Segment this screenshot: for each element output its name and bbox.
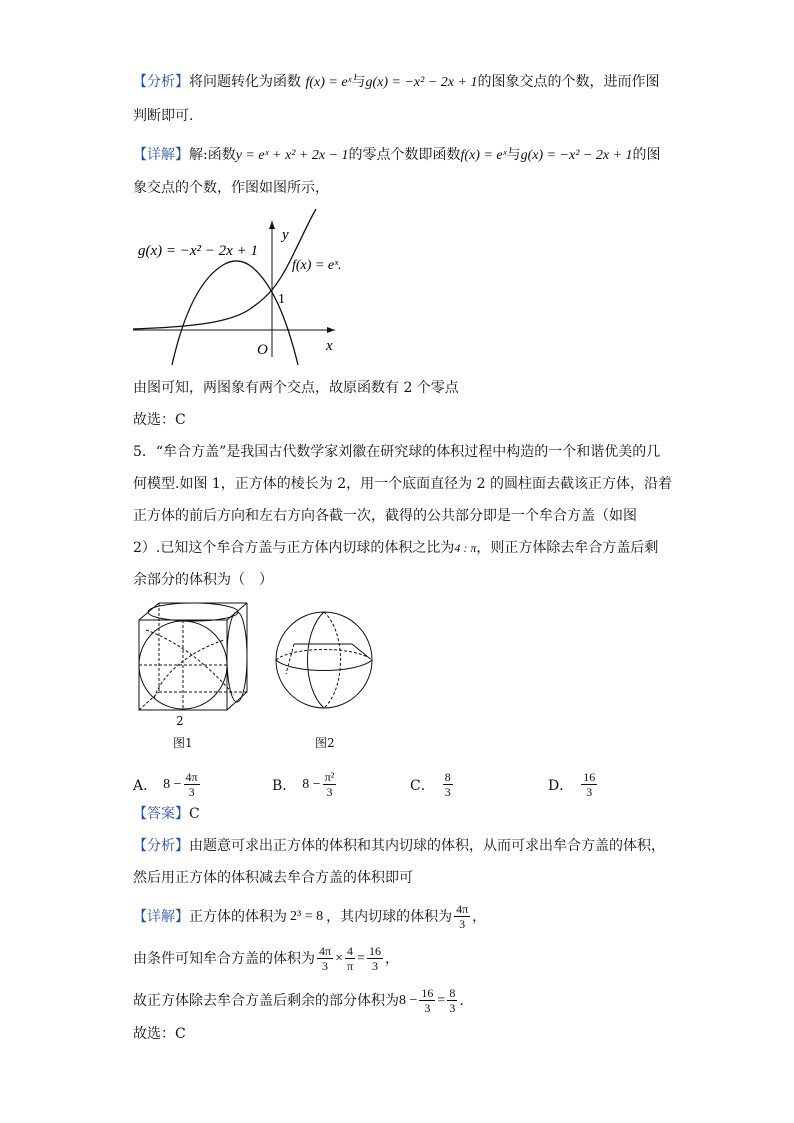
option-b[interactable]	[272, 770, 338, 799]
fraction-b	[345, 944, 355, 973]
option-fraction	[323, 770, 337, 799]
detail2-line-3	[133, 986, 464, 1015]
x-axis-arrow	[327, 327, 335, 333]
times-sign: ×	[335, 950, 343, 966]
numerator: π²	[324, 770, 335, 784]
detail-text: 解:函数	[189, 147, 236, 163]
analysis2-line-2: 然后用正方体的体积减去牟合方盖的体积即可	[133, 870, 413, 886]
f-label: f(x) = eˣ.	[292, 258, 342, 273]
cube-figure	[134, 600, 254, 730]
analysis2-line-1	[133, 836, 665, 856]
detail-text: 的图	[632, 147, 661, 163]
fraction-a	[317, 944, 333, 973]
edge-length-label: 2	[176, 714, 184, 728]
detail-line-2: 象交点的个数，作图如图所示，	[133, 180, 329, 196]
fig2-caption: 图2	[315, 736, 335, 750]
sphere-figure	[272, 602, 378, 712]
formula-f: f(x) = eˣ	[305, 75, 352, 90]
formula-g: g(x) = −x² − 2x + 1	[365, 75, 478, 90]
option-prefix: 8 −	[302, 776, 321, 792]
numerator: 4π	[319, 944, 332, 958]
option-prefix: 8 −	[163, 776, 182, 792]
detail-tag: 【详解】	[133, 147, 189, 163]
volume-ratio: 4 : π	[454, 541, 477, 555]
analysis-line-1	[133, 72, 659, 93]
fig1-caption: 图1	[173, 736, 193, 750]
y-axis-arrow	[269, 221, 275, 229]
question-line-2: 何模型.如图 1，正方体的棱长为 2，用一个底面直径为 2 的圆柱面去截该正方体，沿着	[133, 476, 672, 492]
detail-text: 由条件可知牟合方盖的体积为	[133, 950, 315, 967]
analysis-line-2: 判断即可.	[133, 108, 194, 124]
punctuation: ，	[472, 908, 487, 925]
option-label: D．	[548, 777, 574, 794]
question-text: 2）.已知这个牟合方盖与正方体内切球的体积之比为	[133, 540, 455, 556]
option-c[interactable]	[410, 770, 455, 799]
fraction-final-b	[447, 986, 457, 1015]
denominator: 3	[444, 785, 451, 799]
denominator: 3	[371, 959, 378, 973]
detail-text: 的零点个数即函数	[348, 147, 461, 163]
answer-line	[133, 804, 200, 824]
fraction-final-a	[419, 986, 435, 1015]
intercept-label: 1	[278, 292, 285, 307]
equals-sign: =	[437, 992, 446, 1008]
denominator: π	[346, 959, 354, 973]
detail-text: 正方体的体积为	[189, 908, 287, 925]
analysis-tag: 【分析】	[133, 74, 189, 90]
parabola-curve	[172, 261, 298, 365]
question-line-4	[133, 538, 658, 558]
answer-value: C	[189, 806, 200, 822]
analysis-text: 由题意可求出正方体的体积和其内切球的体积，从而可求出牟合方盖的体积，	[189, 838, 665, 854]
detail-line-1	[133, 145, 661, 166]
sphere-volume	[454, 902, 470, 931]
conjunction: 与	[351, 74, 366, 90]
detail-text: ，其内切球的体积为	[326, 908, 453, 925]
x-label: x	[326, 338, 333, 354]
analysis-text: 的图象交点的个数，进而作图	[477, 74, 660, 90]
detail-text: 故正方体除去牟合方盖后剩余的部分体积为	[133, 992, 399, 1009]
final-choice: 故选：C	[133, 1026, 186, 1042]
option-fraction	[443, 770, 453, 799]
numerator: 16	[583, 770, 596, 784]
conjunction: 与	[506, 147, 521, 163]
conclusion-line: 由图可知，两图象有两个交点，故原函数有 2 个零点	[133, 380, 459, 396]
option-label: A．	[133, 777, 158, 794]
punctuation: .	[459, 992, 464, 1009]
numerator: 8	[444, 770, 451, 784]
equals-sign: =	[357, 950, 365, 966]
numerator: 16	[368, 944, 381, 958]
option-a[interactable]	[133, 770, 202, 799]
denominator: 3	[322, 959, 329, 973]
detail2-line-2	[133, 944, 399, 973]
formula-y: y = eˣ + x² + 2x − 1	[235, 148, 349, 163]
y-label: y	[282, 227, 289, 243]
denominator: 3	[326, 785, 333, 799]
denominator: 3	[449, 1001, 456, 1015]
option-fraction	[581, 770, 597, 799]
punctuation: ，	[384, 950, 399, 967]
option-label: C．	[410, 777, 435, 794]
detail2-line-1	[133, 902, 486, 931]
numerator: 4π	[185, 770, 198, 784]
numerator: 4π	[456, 902, 469, 916]
detail-tag: 【详解】	[133, 908, 189, 925]
denominator: 3	[459, 917, 466, 931]
cube-volume: 2³ = 8	[290, 908, 324, 924]
origin-label: O	[257, 342, 268, 358]
option-label: B．	[272, 777, 297, 794]
analysis-text: 将问题转化为函数	[189, 74, 301, 90]
denominator: 3	[424, 1001, 431, 1015]
denominator: 3	[188, 785, 195, 799]
question-text: ，则正方体除去牟合方盖后剩	[476, 540, 659, 556]
fraction-c	[367, 944, 383, 973]
option-d[interactable]	[548, 770, 599, 799]
denominator: 3	[586, 785, 593, 799]
question-line-3: 正方体的前后方向和左右方向各截一次，截得的公共部分即是一个牟合方盖（如图	[133, 508, 637, 524]
numerator: 4	[347, 944, 353, 958]
formula-f: f(x) = eˣ	[460, 148, 507, 163]
option-fraction	[184, 770, 200, 799]
g-label: g(x) = −x² − 2x + 1	[138, 243, 258, 259]
choice-line: 故选：C	[133, 412, 186, 428]
final-prefix: 8 −	[399, 992, 418, 1008]
numerator: 16	[421, 986, 434, 1000]
numerator: 8	[449, 986, 456, 1000]
formula-g: g(x) = −x² − 2x + 1	[520, 148, 633, 163]
question-line-5: 余部分的体积为（ ）	[133, 572, 273, 588]
answer-tag: 【答案】	[133, 806, 189, 822]
analysis-tag: 【分析】	[133, 838, 189, 854]
function-graph	[130, 205, 360, 365]
question-line-1: 5．“牟合方盖”是我国古代数学家刘徽在研究球的体积过程中构造的一个和谐优美的几	[133, 444, 661, 460]
